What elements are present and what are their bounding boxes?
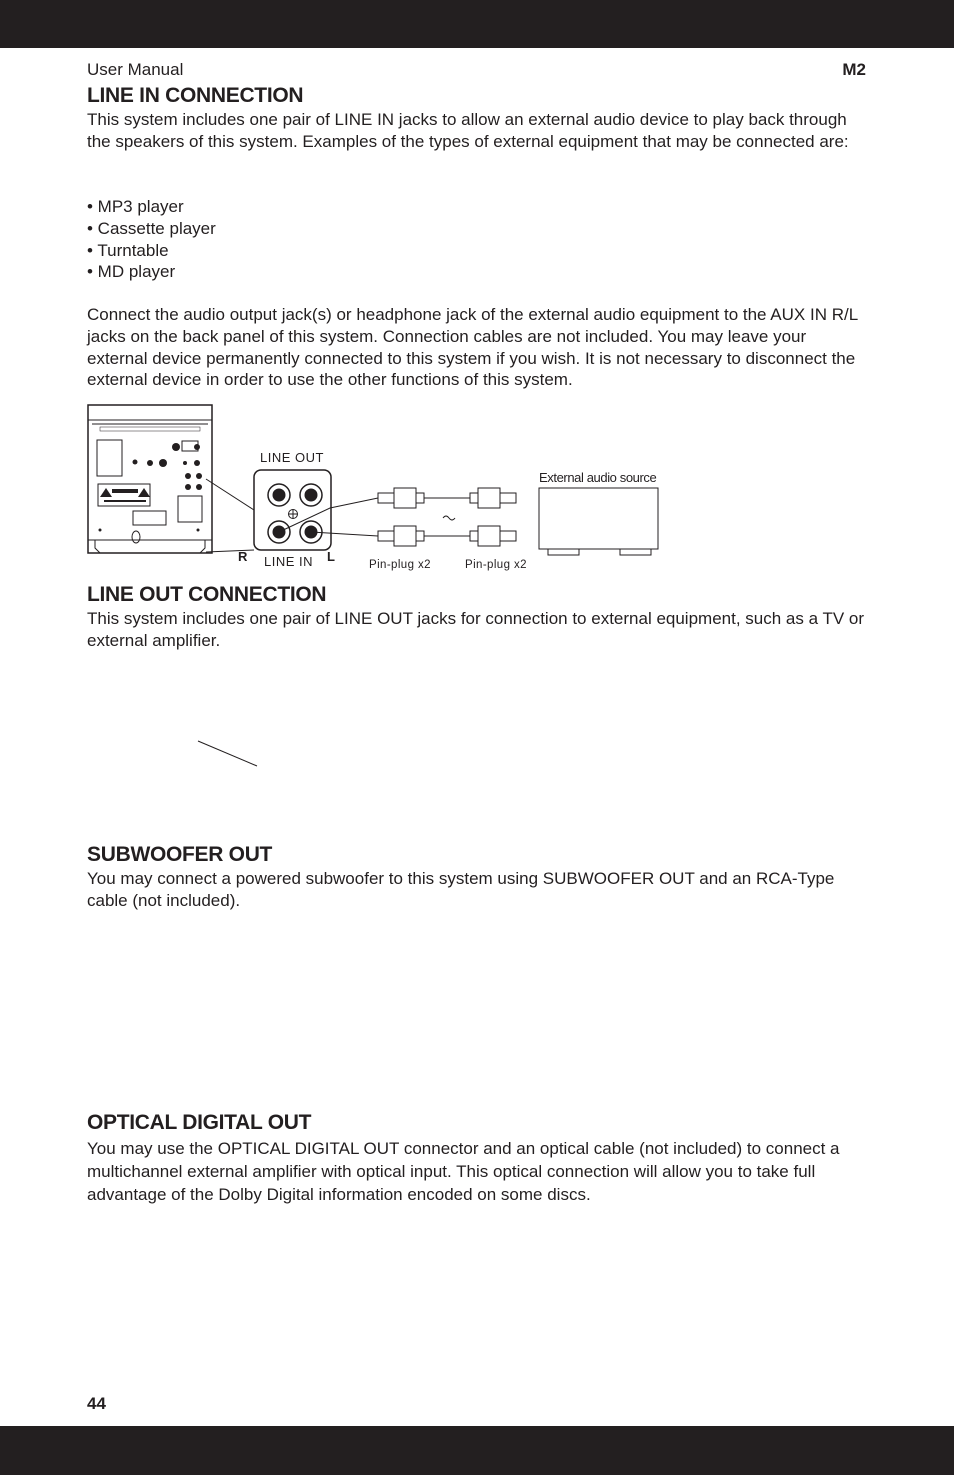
external-audio-device bbox=[539, 488, 658, 555]
l-label: L bbox=[327, 549, 335, 564]
line-in-label: LINE IN bbox=[264, 554, 314, 569]
line-in-body: Connect the audio output jack(s) or headphone jack of the external audio equipment to the AUX IN R/L jacks on the back panel of this system. Connection cables are not included. You may leave your external device permanently connected to this system if you wish. It is not necessary to disconnect the external device in order to use the other functions of this system. bbox=[87, 305, 858, 390]
bottom-bar bbox=[0, 1426, 954, 1475]
leader-line bbox=[195, 738, 261, 770]
page-number: 44 bbox=[87, 1394, 106, 1413]
list-item: • Turntable bbox=[87, 240, 169, 260]
line-in-intro: This system includes one pair of LINE IN jacks to allow an external audio device to play back through the speakers of this system. Examples of the types of external equipment that may be connected are: bbox=[87, 110, 849, 151]
external-source-label: External audio source bbox=[539, 470, 657, 485]
pin-plug-label-2: Pin-plug x2 bbox=[465, 559, 527, 571]
list-item: • MD player bbox=[87, 262, 176, 282]
header-title: User Manual bbox=[87, 60, 184, 79]
optical-body: You may use the OPTICAL DIGITAL OUT connector and an optical cable (not included) to connect a multichannel external amplifier with optical input. This optical connection will allow you to take full advantage of the Dolby Digital information encoded on some discs. bbox=[87, 1139, 840, 1204]
subwoofer-body: You may connect a powered subwoofer to this system using SUBWOOFER OUT and an RCA-Type cable (not included). bbox=[87, 869, 835, 910]
pin-plug-label-1: Pin-plug x2 bbox=[369, 559, 431, 571]
line-in-heading: LINE IN CONNECTION bbox=[87, 84, 304, 107]
r-label: R bbox=[238, 549, 248, 564]
line-out-label: LINE OUT bbox=[260, 450, 324, 465]
line-out-body: This system includes one pair of LINE OUT jacks for connection to external equipment, such as a TV or external amplifier. bbox=[87, 609, 865, 650]
rca-jacks bbox=[268, 484, 322, 543]
list-item: • MP3 player bbox=[87, 197, 184, 216]
optical-heading: OPTICAL DIGITAL OUT bbox=[87, 1111, 312, 1134]
unit-back-panel bbox=[88, 405, 212, 553]
line-in-diagram bbox=[0, 395, 954, 580]
list-item: • Cassette player bbox=[87, 218, 216, 238]
header-model: M2 bbox=[842, 60, 866, 79]
pin-plug-pair-1 bbox=[378, 488, 431, 546]
equipment-list bbox=[87, 196, 216, 283]
subwoofer-heading: SUBWOOFER OUT bbox=[87, 843, 273, 866]
line-out-heading: LINE OUT CONNECTION bbox=[87, 583, 327, 606]
top-bar bbox=[0, 0, 954, 48]
pin-plug-pair-2 bbox=[462, 488, 516, 546]
